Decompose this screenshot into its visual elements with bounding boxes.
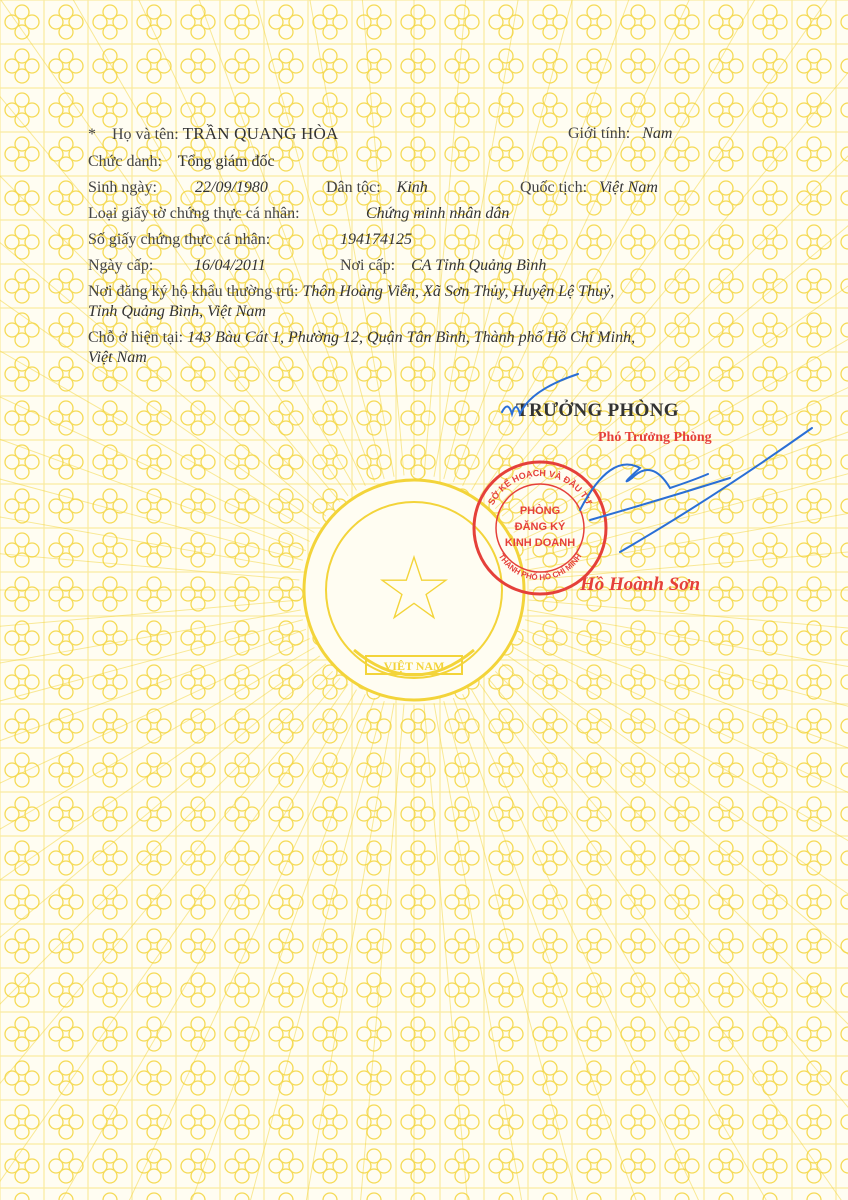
title-row	[88, 152, 275, 172]
name-row	[88, 124, 338, 145]
name-label: Họ và tên:	[112, 126, 179, 143]
nationality-label: Quốc tịch:	[520, 179, 588, 196]
ethnicity-row	[326, 178, 428, 198]
issue-place-value: CA Tỉnh Quảng Bình	[411, 257, 547, 274]
id-type-label: Loại giấy tờ chứng thực cá nhân:	[88, 205, 300, 222]
bullet-star: *	[88, 126, 108, 143]
id-type-row	[88, 204, 300, 224]
emblem-text: VIỆT NAM	[383, 659, 445, 673]
name-value: TRẦN QUANG HÒA	[182, 124, 339, 143]
stamp-center-2: ĐĂNG KÝ	[514, 521, 566, 533]
handwritten-signature	[490, 360, 830, 590]
stamp-ring-text: SỞ KẾ HOẠCH VÀ ĐẦU TƯ	[485, 467, 594, 507]
id-number-label: Số giấy chứng thực cá nhân:	[88, 231, 271, 248]
nationality-value: Việt Nam	[599, 179, 658, 196]
gender-row	[568, 124, 672, 144]
permanent-value-1: Thôn Hoàng Viễn, Xã Sơn Thủy, Huyện Lệ Thuỷ,	[302, 283, 615, 300]
birth-row	[88, 178, 157, 198]
ethnicity-value: Kinh	[396, 179, 428, 196]
title-label: Chức danh:	[88, 153, 162, 170]
birth-value: 22/09/1980	[195, 179, 268, 196]
permanent-row	[88, 282, 614, 302]
signature-title: TRƯỞNG PHÒNG	[516, 400, 679, 421]
ethnicity-label: Dân tộc:	[326, 179, 381, 196]
issue-date-row	[88, 256, 153, 276]
birth-label: Sinh ngày:	[88, 179, 157, 196]
signature-subtitle: Phó Trưởng Phòng	[598, 430, 712, 445]
nationality-row	[520, 178, 658, 198]
id-number-value: 194174125	[340, 231, 412, 248]
title-value: Tổng giám đốc	[177, 153, 275, 170]
id-type-value: Chứng minh nhân dân	[366, 205, 510, 222]
current-row	[88, 328, 635, 348]
stamp-ring-bottom: THÀNH PHỐ HỒ CHÍ MINH	[496, 552, 584, 583]
current-value-2: Việt Nam	[88, 349, 147, 366]
issue-place-row	[340, 256, 546, 276]
stamp-center-1: PHÒNG	[519, 505, 561, 517]
gender-label: Giới tính:	[568, 125, 631, 142]
issue-date-label: Ngày cấp:	[88, 257, 154, 274]
signer-name: Hồ Hoành Sơn	[580, 574, 701, 595]
issue-date-value: 16/04/2011	[194, 257, 266, 274]
gender-value: Nam	[642, 125, 673, 142]
permanent-label: Nơi đăng ký hộ khẩu thường trú:	[88, 283, 299, 300]
id-number-row	[88, 230, 270, 250]
current-value-1: 143 Bàu Cát 1, Phường 12, Quận Tân Bình, Thành phố Hồ Chí Minh,	[187, 329, 636, 346]
permanent-value-2: Tỉnh Quảng Bình, Việt Nam	[88, 303, 266, 320]
issue-place-label: Nơi cấp:	[340, 257, 396, 274]
stamp-center-3: KINH DOANH	[504, 537, 576, 549]
current-label: Chỗ ở hiện tại:	[88, 329, 184, 346]
